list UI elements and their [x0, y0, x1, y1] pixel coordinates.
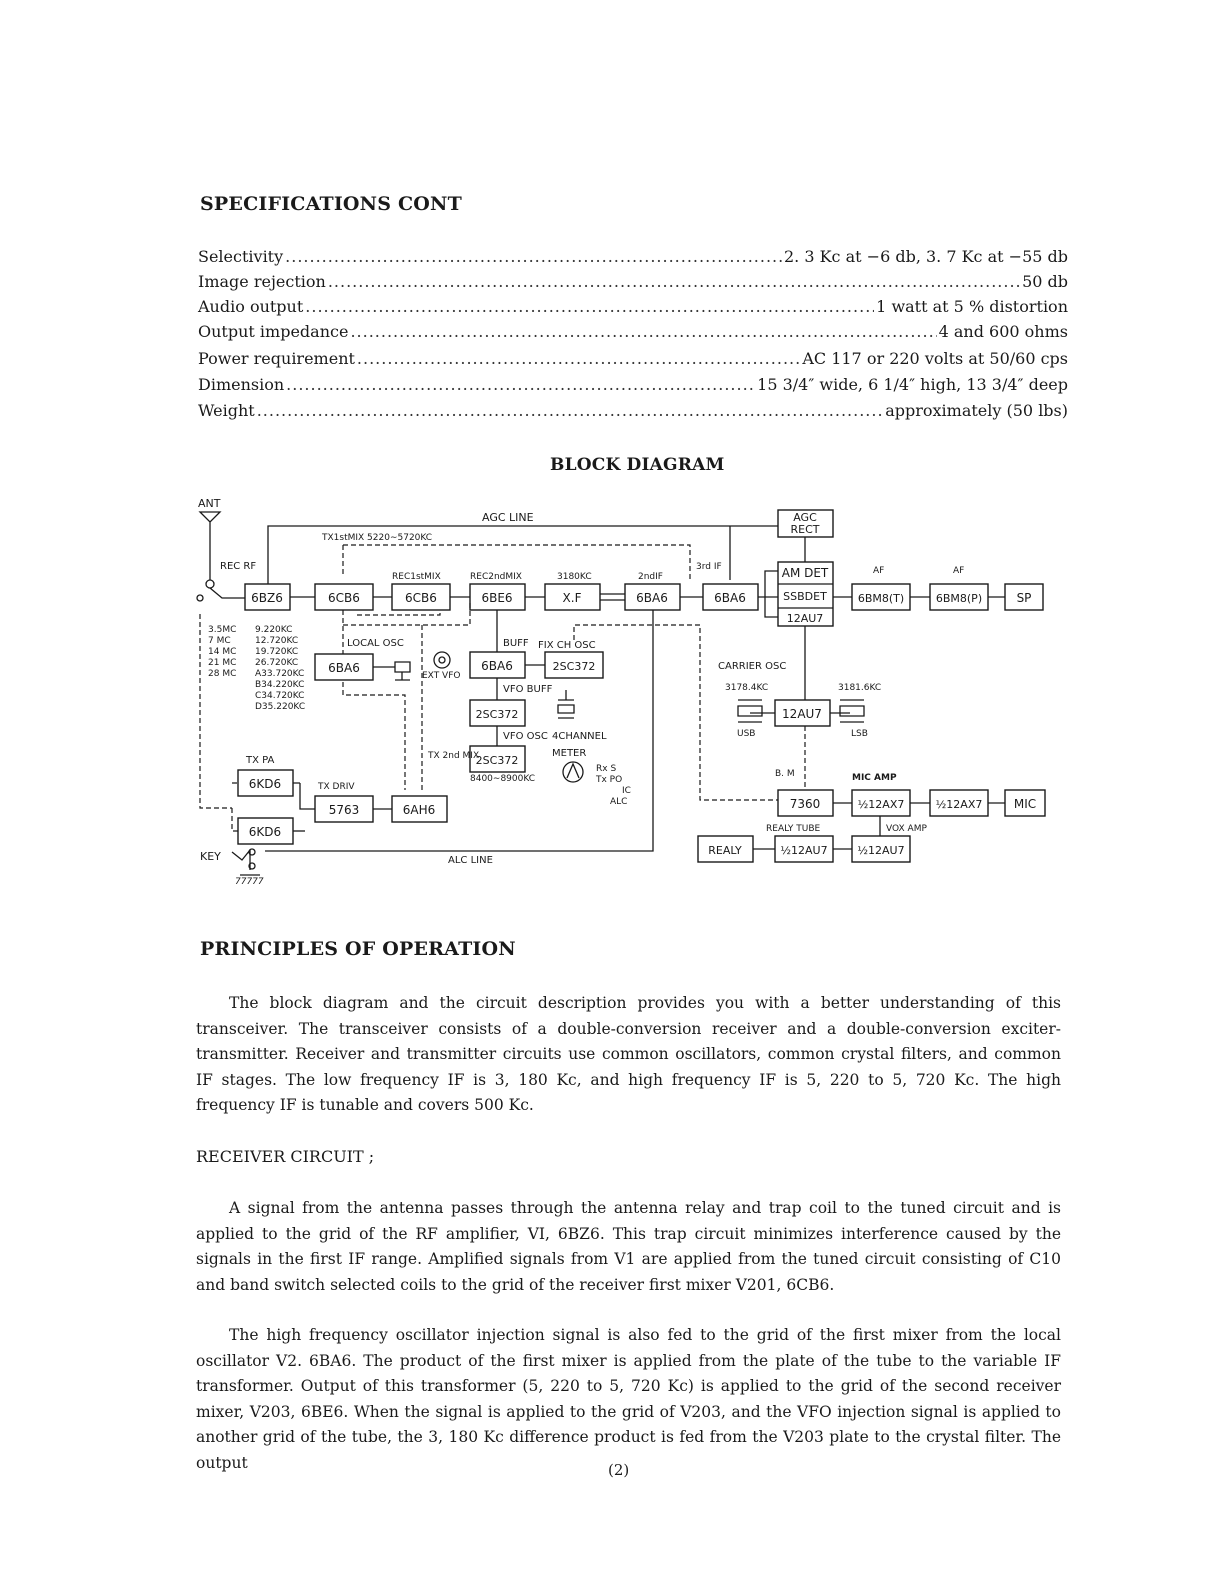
paragraph-overview: The block diagram and the circuit description provides you with a better understanding of this transceiver. The transceiver consists of a double-conversion receiver and a double-conversion exciter-transmitter. Receiver and transmitter circuits use common oscillators, common crystal filters, and common IF stages. The low frequency IF is 3, 180 Kc, and high frequency IF is 5, 220 to 5, 720 Kc. The high frequency IF is tunable and covers 500 Kc. — [196, 994, 1061, 1115]
band-item: 28 MC — [208, 669, 237, 679]
transistor-2sc372-buff-label: 2SC372 — [475, 708, 519, 721]
spec-value: 15 3/4″ wide, 6 1/4″ high, 13 3/4″ deep — [757, 375, 1068, 394]
tube-6cb6-b-label: 6CB6 — [405, 591, 437, 605]
page-number: (2) — [608, 1461, 630, 1479]
af1-label: AF — [873, 566, 885, 576]
spec-label: Image rejection — [198, 272, 326, 291]
tube-6bz6-label: 6BZ6 — [251, 591, 283, 605]
freq-item: 26.720KC — [255, 658, 299, 668]
transistor-2sc372-osc-label: 2SC372 — [475, 754, 519, 767]
ext-vfo-jack-icon — [434, 652, 450, 668]
switch-contact-icon — [206, 580, 214, 588]
svg-text:AGC: AGC — [793, 511, 817, 524]
block-diagram-heading: BLOCK DIAGRAM — [550, 455, 725, 475]
block-diagram — [0, 490, 1224, 890]
vfo-buff-label: VFO BUFF — [503, 684, 553, 695]
paragraph-receiver-2: The high frequency oscillator injection signal is also fed to the grid of the first mixer from the local oscillator V2. 6BA6. The product of the first mixer is applied from the plate of the tube to the variable IF transformer. Output of this transformer (5, 220 to 5, 720 Kc) is applied to the grid of the second receiver mixer, V203, 6BE6. When the signal is applied to the grid of V203, and the VFO injection signal is applied to another grid of the tube, the 3, 180 Kc difference product is fed from the V203 plate to the crystal filter. The output — [196, 1326, 1061, 1472]
freq-item: C34.720KC — [255, 691, 305, 701]
ground-symbol: 77777 — [235, 877, 264, 887]
am-det-label: AM DET — [781, 566, 829, 580]
crystal-filter-label: X.F — [562, 591, 582, 605]
spec-label: Weight — [198, 401, 255, 420]
vfo-osc-label: VFO OSC — [503, 731, 548, 742]
crystal-lsb-icon — [830, 700, 864, 722]
mic-amp-label: MIC AMP — [852, 773, 897, 783]
tx1stmix-label: TX1stMIX 5220∼5720KC — [322, 533, 433, 543]
ssb-det-label: SSBDET — [783, 590, 827, 603]
freq-item: A33.720KC — [255, 669, 305, 679]
spec-heading: SPECIFICATIONS CONT — [200, 193, 462, 215]
alc-line-label: ALC LINE — [448, 855, 493, 866]
freq-item: 9.220KC — [255, 625, 293, 635]
kc3180-label: 3180KC — [557, 572, 592, 582]
speaker-label: SP — [1016, 591, 1032, 605]
agc-line-label: AGC LINE — [482, 511, 534, 524]
spec-row-power-requirement — [198, 349, 1068, 373]
tube-6ba6-2ndif-label: 6BA6 — [636, 591, 668, 605]
tube-6cb6-a-label: 6CB6 — [328, 591, 360, 605]
ext-vfo-label: EXT VFO — [422, 671, 461, 681]
local-osc-label: LOCAL OSC — [347, 638, 404, 649]
band-item: 14 MC — [208, 647, 237, 657]
fix-ch-osc-label: FIX CH OSC — [538, 640, 596, 651]
tube-6bm8t-label: 6BM8(T) — [857, 592, 905, 605]
kc8400-label: 8400∼8900KC — [470, 774, 536, 784]
tube-6ba6-buff-label: 6BA6 — [481, 659, 513, 673]
crystal-icon — [558, 690, 574, 718]
det-12au7-label: 12AU7 — [786, 612, 824, 625]
tube-6kd6-a-label: 6KD6 — [248, 777, 282, 791]
usb-label: USB — [737, 729, 756, 739]
crystal-icon — [373, 662, 410, 680]
tx-pa-label: TX PA — [246, 755, 275, 766]
tube-6ah6-label: 6AH6 — [402, 803, 436, 817]
band-item: 7 MC — [208, 636, 231, 646]
tube-6bm8p-label: 6BM8(P) — [935, 592, 983, 605]
spec-value: approximately (50 lbs) — [885, 401, 1068, 420]
spec-value: 50 db — [1022, 272, 1068, 291]
tx-driv-label: TX DRIV — [318, 782, 355, 792]
spec-value: AC 117 or 220 volts at 50/60 cps — [802, 349, 1068, 368]
spec-row-image-rejection — [198, 272, 1068, 296]
rec-rf-label: REC RF — [220, 561, 257, 572]
band-item: 21 MC — [208, 658, 237, 668]
spec-label: Selectivity — [198, 247, 284, 266]
tube-6ba6-local-label: 6BA6 — [328, 661, 360, 675]
tube-6kd6-b-label: 6KD6 — [248, 825, 282, 839]
tube-half-12au7-a-label: ½12AU7 — [780, 844, 828, 857]
ndif2-label: 2ndIF — [638, 572, 663, 582]
tube-5763-label: 5763 — [328, 803, 360, 817]
freq-item: B34.220KC — [255, 680, 305, 690]
band-list — [208, 625, 305, 712]
transistor-2sc372-fix-label: 2SC372 — [552, 660, 596, 673]
relay-label: REALY — [708, 844, 742, 857]
freq-item: 19.720KC — [255, 647, 299, 657]
mic-label: MIC — [1013, 797, 1037, 811]
freq-item: 12.720KC — [255, 636, 299, 646]
ic-label: IC — [622, 786, 631, 796]
spec-row-weight — [198, 401, 1068, 425]
tube-half-12au7-b-label: ½12AU7 — [857, 844, 905, 857]
receiver-circuit-heading: RECEIVER CIRCUIT ; — [196, 1147, 375, 1166]
tube-half-12ax7-a-label: ½12AX7 — [857, 798, 905, 811]
tx-po-label: Tx PO — [596, 775, 623, 785]
tube-7360-label: 7360 — [789, 797, 821, 811]
tube-6ba6-3rdif-label: 6BA6 — [714, 591, 746, 605]
carrier-osc-label: CARRIER OSC — [718, 661, 787, 672]
tube-6be6-label: 6BE6 — [481, 591, 513, 605]
band-item: 3.5MC — [208, 625, 237, 635]
spec-label: Output impedance — [198, 322, 349, 341]
bm-label: B. M — [775, 769, 795, 779]
meter-label: METER — [552, 748, 587, 759]
ant-label: ANT — [198, 497, 221, 510]
af2-label: AF — [953, 566, 965, 576]
rec2ndmix-label: REC2ndMIX — [470, 572, 522, 582]
freq-item: D35.220KC — [255, 702, 306, 712]
spec-row-output-impedance — [198, 322, 1068, 346]
lsb-label: LSB — [851, 729, 868, 739]
crystal-usb-icon — [738, 700, 775, 722]
spec-label: Audio output — [198, 297, 304, 316]
buff-label: BUFF — [503, 638, 529, 649]
antenna-icon — [200, 512, 220, 580]
tube-half-12ax7-b-label: ½12AX7 — [935, 798, 983, 811]
tube-12au7-carrier-label: 12AU7 — [782, 707, 822, 721]
spec-row-audio-output — [198, 297, 1068, 321]
key-icon — [232, 850, 260, 875]
svg-text:RECT: RECT — [790, 523, 820, 536]
key-label: KEY — [200, 850, 221, 863]
tx2ndmix-label: TX 2nd MIX — [428, 751, 480, 761]
realy-tube-label: REALY TUBE — [766, 824, 821, 834]
principles-heading: PRINCIPLES OF OPERATION — [200, 938, 516, 960]
spec-row-dimension — [198, 375, 1068, 399]
rec1stmix-label: REC1stMIX — [392, 572, 441, 582]
alc-label: ALC — [610, 797, 628, 807]
vox-amp-label: VOX AMP — [886, 824, 927, 834]
spec-label: Dimension — [198, 375, 285, 394]
spec-row-selectivity — [198, 247, 1068, 271]
kc3178-label: 3178.4KC — [725, 683, 769, 693]
paragraph-receiver-1: A signal from the antenna passes through the antenna relay and trap coil to the tuned circuit and is applied to the grid of the RF amplifier, VI, 6BZ6. This trap circuit minimizes interference caused by the signals in the first IF range. Amplified signals from V1 are applied from the tuned circuit consisting of C10 and band switch selected coils to the grid of the receiver first mixer V201, 6CB6. — [196, 1199, 1061, 1294]
rx-s-label: Rx S — [596, 764, 617, 774]
spec-value: 2. 3 Kc at −6 db, 3. 7 Kc at −55 db — [783, 247, 1068, 266]
spec-label: Power requirement — [198, 349, 355, 368]
kc3181-label: 3181.6KC — [838, 683, 882, 693]
rdif3-label: 3rd IF — [696, 562, 722, 572]
spec-value: 1 watt at 5 % distortion — [876, 297, 1068, 316]
channel4-label: 4CHANNEL — [552, 731, 607, 742]
spec-value: 4 and 600 ohms — [938, 322, 1068, 341]
